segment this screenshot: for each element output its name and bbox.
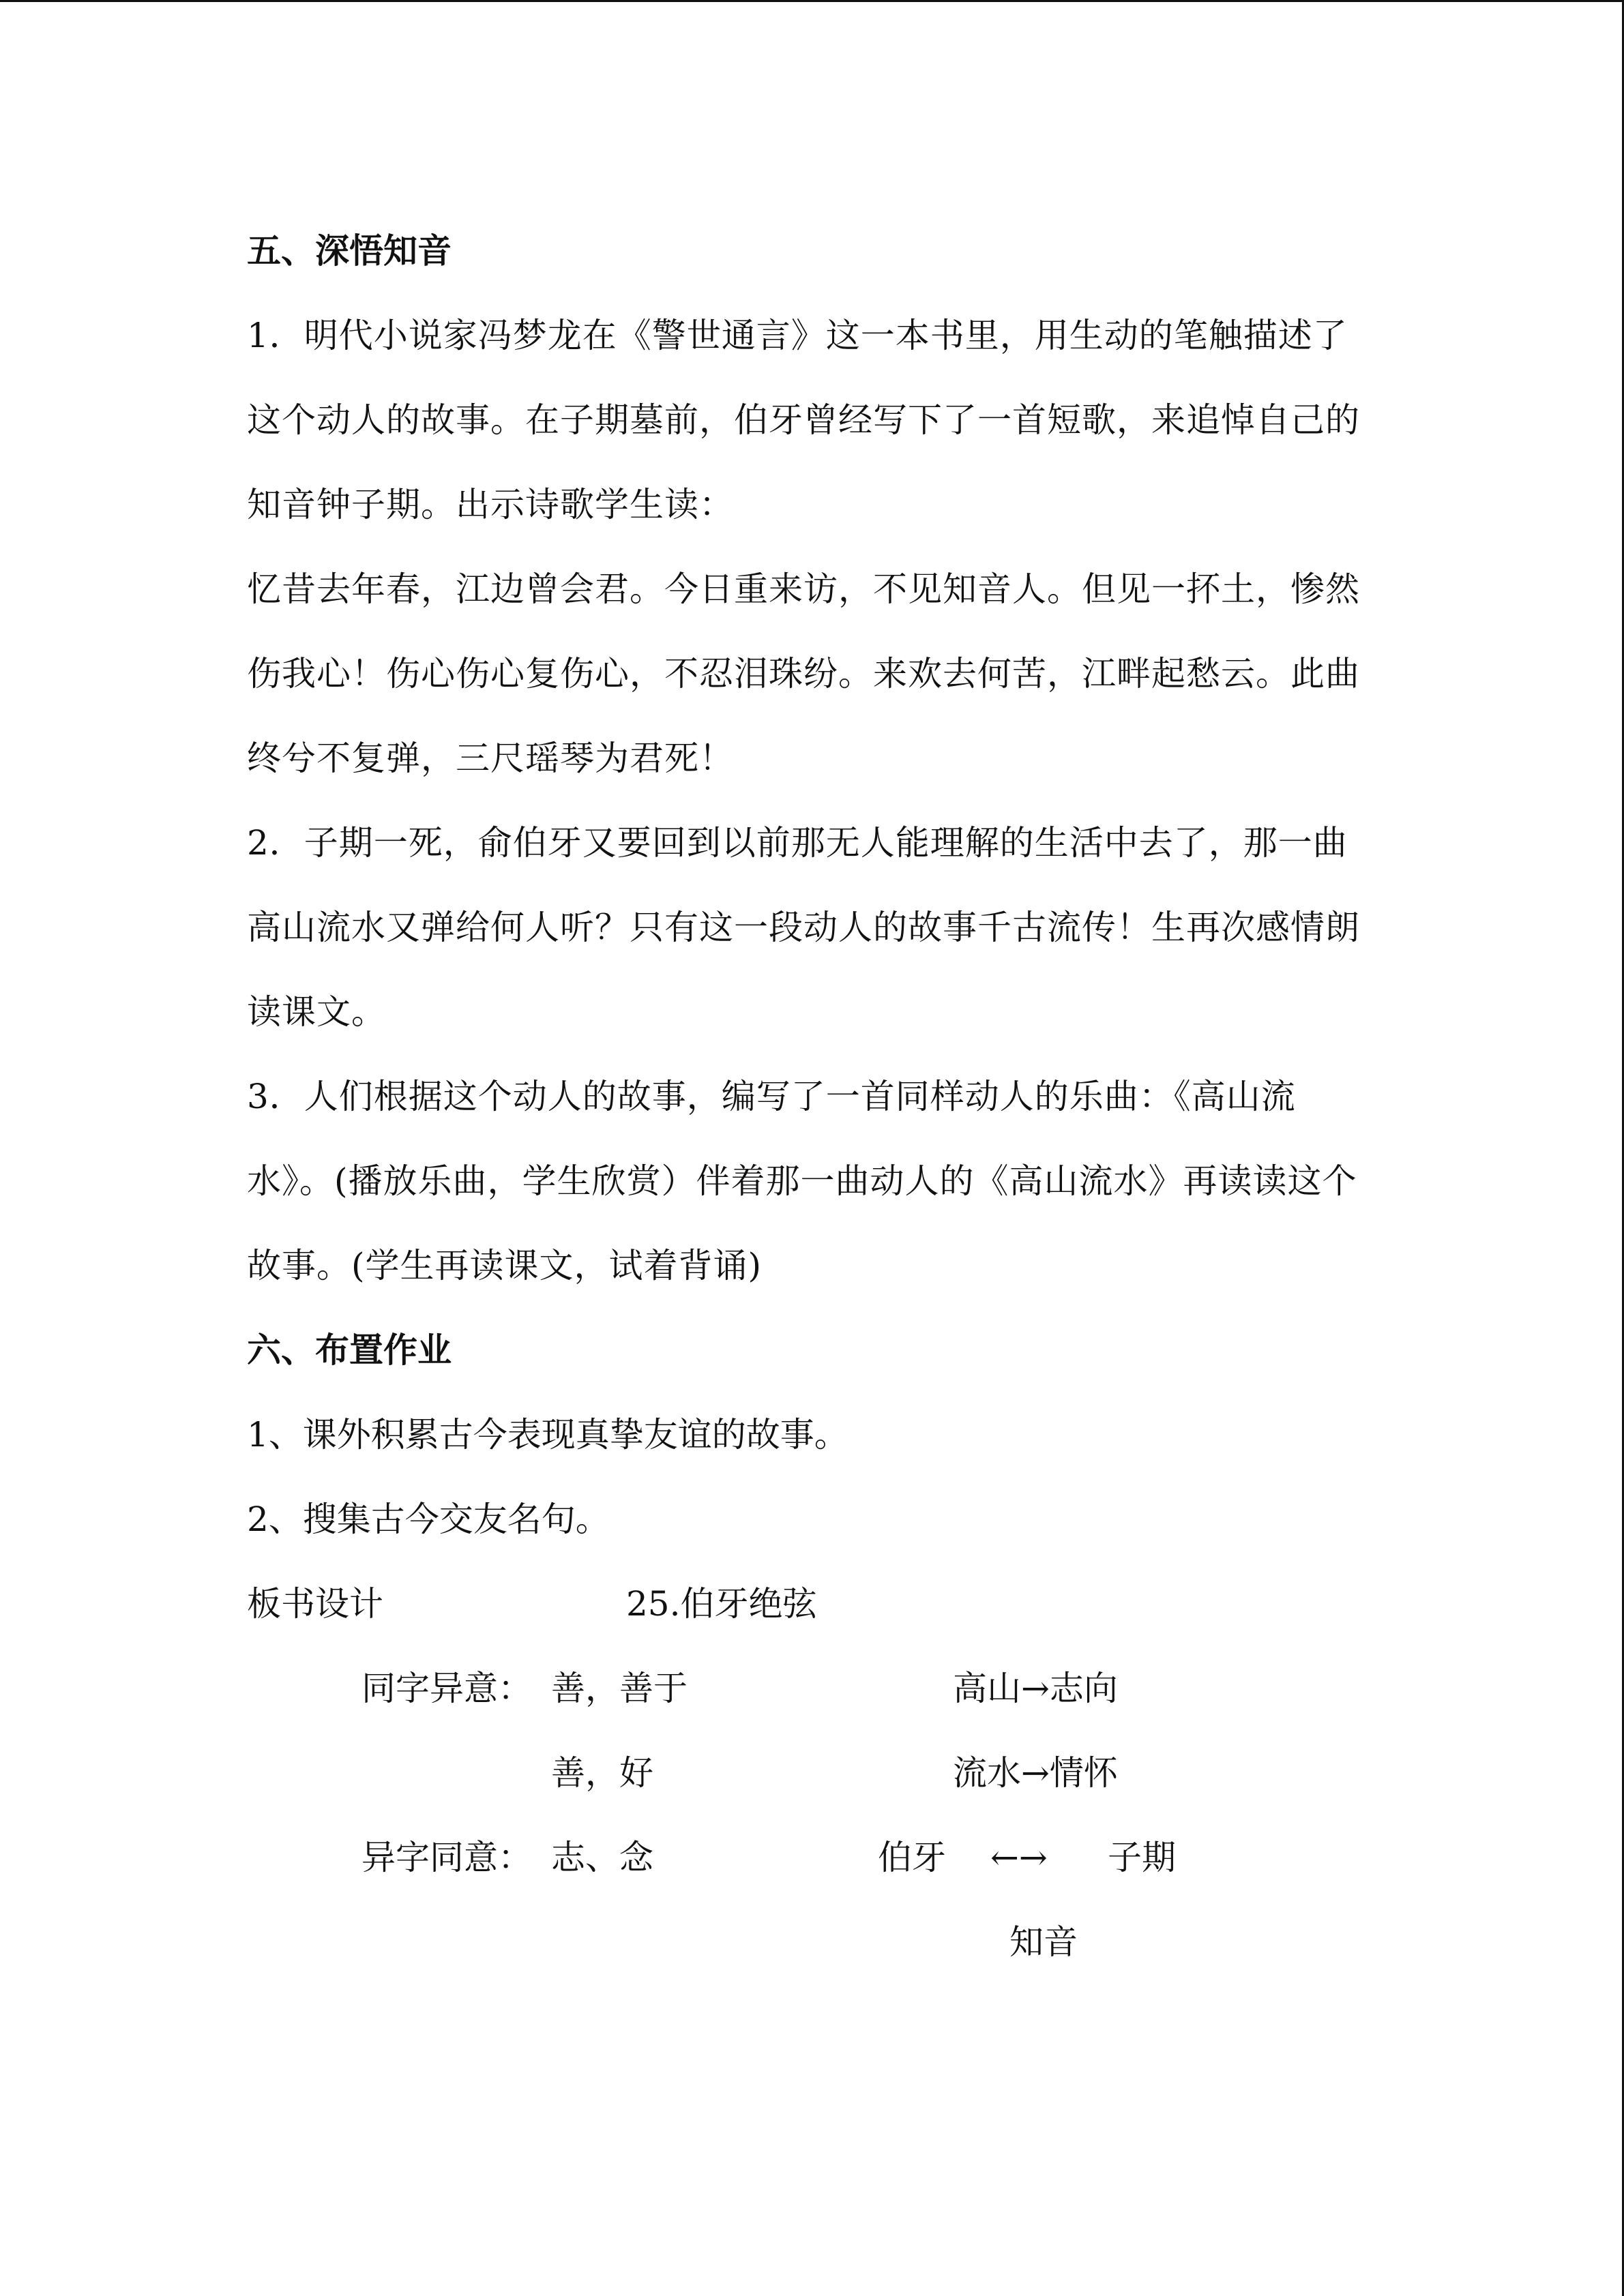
- section-5-poem: 忆昔去年春，江边曾会君。今日重来访，不见知音人。但见一抔土，惨然伤我心！伤心伤心复伤心，不忍泪珠纷。来欢去何苦，江畔起愁云。此曲终兮不复弹，三尺瑶琴为君死！: [247, 569, 1360, 778]
- water-line: 流水→情怀: [953, 1753, 1118, 1793]
- section-5-item-2: 2．子期一死，俞伯牙又要回到以前那无人能理解的生活中去了，那一曲高山流水又弹给何人听？只有这一段动人的故事千古流传！生再次感情朗读课文。: [247, 823, 1360, 1032]
- diff-char-meaning: 志、念: [551, 1838, 653, 1877]
- diff-char-label: 异字同意：: [361, 1838, 532, 1877]
- same-char-label: 同字异意：: [361, 1669, 532, 1708]
- homework-item-2: 2、搜集古今交友名句。: [247, 1500, 610, 1539]
- boya-label: 伯牙: [878, 1838, 946, 1877]
- board-label: 板书设计: [247, 1584, 383, 1624]
- section-5-item-1: 1．明代小说家冯梦龙在《警世通言》这一本书里，用生动的笔触描述了这个动人的故事。在子期墓前，伯牙曾经写下了一首短歌，来追悼自己的知音钟子期。出示诗歌学生读：: [247, 316, 1360, 524]
- section-5-item-3: 3．人们根据这个动人的故事，编写了一首同样动人的乐曲：《高山流水》。(播放乐曲，学生欣赏）伴着那一曲动人的《高山流水》再读读这个故事。(学生再读课文，试着背诵): [247, 1077, 1357, 1285]
- same-char-meaning-2: 善，好: [551, 1753, 653, 1793]
- section-5-heading: 五、深悟知音: [247, 231, 452, 271]
- blackboard-design: [247, 1562, 1379, 1984]
- zhiyin-label: 知音: [1009, 1922, 1078, 1962]
- same-char-meaning-1: 善，善于: [551, 1669, 688, 1708]
- mountain-line: 高山→志向: [953, 1669, 1118, 1708]
- homework-item-1: 1、课外积累古今表现真挚友谊的故事。: [247, 1415, 848, 1455]
- document-content: [247, 209, 1379, 1984]
- ziqi-label: 子期: [1108, 1838, 1176, 1877]
- double-arrow: ←→: [990, 1838, 1048, 1877]
- board-title: 25.伯牙绝弦: [626, 1584, 817, 1624]
- section-6-heading: 六、布置作业: [247, 1330, 452, 1370]
